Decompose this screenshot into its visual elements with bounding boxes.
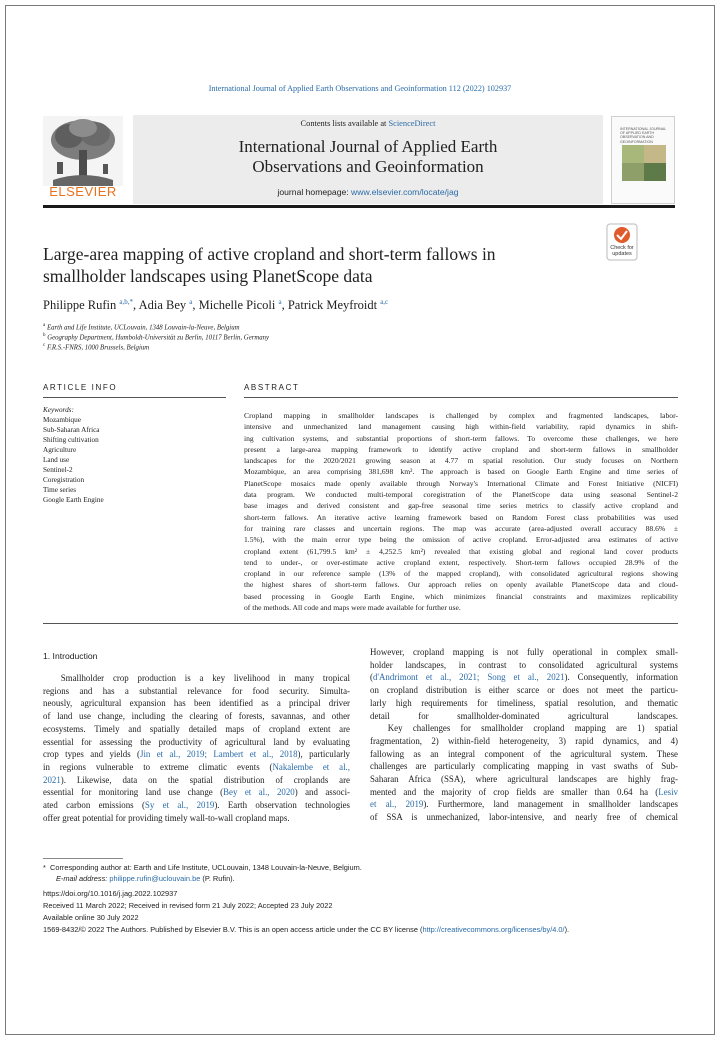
abstract-line: present a large-area mapping framework to identify active cropland and short-term fallows in smallholder: [244, 444, 678, 454]
journal-title-line1: International Journal of Applied Earth: [238, 137, 498, 156]
body-text-line: [370, 811, 678, 824]
affiliation-mark: c: [43, 343, 46, 348]
journal-cover[interactable]: [611, 116, 675, 204]
citation-link[interactable]: Sy et al., 2019: [144, 800, 215, 811]
doi-link[interactable]: https://doi.org/10.1016/j.jag.2022.102937: [43, 889, 178, 898]
abstract-line: for training rare classes and uncertain regions. The map was accurate (area-adjusted overall accuracy 88.6% ±: [244, 523, 678, 533]
contents-prefix: Contents lists available at: [300, 119, 389, 128]
text-run: mented and the majority of crop fields are smaller than 0.64 ha (: [370, 786, 659, 797]
citation-link[interactable]: et al., 2019: [370, 799, 424, 810]
author-affiliation-mark[interactable]: a: [189, 298, 193, 306]
text-run: Smallholder crop production is a key livelihood in many tropical: [43, 673, 350, 683]
abstract-line: of the methods. All code and maps were made available for further use.: [244, 603, 461, 613]
text-run: ecosystems. Timely and spatially detailed maps of cropland extent are: [43, 723, 350, 734]
sciencedirect-link[interactable]: ScienceDirect: [388, 119, 436, 128]
elsevier-wordmark: ELSEVIER: [49, 184, 117, 199]
body-text-line: [43, 710, 350, 723]
keyword: Agriculture: [43, 446, 77, 454]
body-text-line: [370, 786, 678, 799]
email-note: [56, 874, 235, 883]
paper-title: [43, 243, 563, 287]
body-text-line: [370, 722, 678, 735]
body-text-line: [370, 671, 678, 684]
keyword: Time series: [43, 486, 77, 494]
abstract-line: PlanetScope mosaics made openly available through Norway's International Climate and Forest Initiative (NICFI): [244, 478, 678, 488]
body-text-line: [43, 799, 350, 812]
abstract-line: data program. We conducted multi-temporal coregistration of the PlanetScope data using seasonal Sentinel-2: [244, 490, 678, 500]
abstract-line: ing cultivation systems, and substantial proportions of short-term fallows. To overcome these challenges, we here: [244, 433, 678, 443]
right-column-text: [370, 646, 678, 824]
footnote-mark: *: [43, 863, 46, 872]
author-name: Philippe Rufin: [43, 298, 117, 313]
check-label-line2: updates: [612, 251, 632, 257]
corresponding-author-text: Corresponding author at: Earth and Life Institute, UCLouvain, 1348 Louvain-la-Neuve, Belgium.: [50, 863, 362, 872]
title-line-1: Large-area mapping of active cropland and short-term fallows in: [43, 244, 496, 264]
keyword: Land use: [43, 456, 70, 464]
text-run: ). Likewise, data on the spatial distribution of croplands are: [60, 774, 350, 785]
left-column-text: [43, 672, 350, 824]
affiliation-text: Geography Department, Humboldt-Universität zu Berlin, 10117 Berlin, Germany: [47, 334, 270, 342]
cover-title: INTERNATIONAL JOURNAL OF APPLIED EARTH OBSERVATION AND GEOINFORMATION: [620, 127, 666, 144]
abstract-line: cropland extent (61,799.5 km² ± 4,252.5 km²) revealed that existing global and regional land cover products: [244, 546, 678, 556]
text-run: ated carbon emissions (: [43, 800, 145, 811]
affiliation-mark: a: [43, 323, 46, 328]
abstract-line: based processing in Google Earth Engine, which minimizes financial constraints and maximizes replicability: [244, 591, 678, 601]
license-line: [43, 925, 569, 934]
license-link[interactable]: http://creativecommons.org/licenses/by/4.0/: [422, 925, 565, 934]
abstract-bottom-rule: [43, 623, 678, 624]
keyword: Coregistration: [43, 476, 85, 484]
affiliation: [43, 343, 149, 351]
affiliation: [43, 323, 240, 331]
abstract-line: intensive and unmechanized land management causing high within-field variability, rapid dynamics in shift-: [244, 422, 678, 432]
keywords-label: Keywords:: [43, 406, 74, 414]
text-run: neously, agricultural expansion has been identified as a principal driver: [43, 698, 350, 709]
body-text-line: [370, 773, 678, 786]
homepage-line: [133, 187, 603, 197]
affiliation-mark: b: [43, 333, 46, 338]
article-info-rule: [43, 397, 226, 398]
article-page: [5, 5, 715, 1035]
text-run: fragmentation, 2) within-field heterogeneity, 3) rapid dynamics, and 4): [370, 735, 678, 746]
author-name: Patrick Meyfroidt: [287, 298, 378, 313]
text-run: larly high requirements for timeliness, spatial resolution, and thematic: [370, 697, 678, 708]
text-run: on cropland distribution is either scarce or does not meet the particu-: [370, 685, 678, 696]
body-text-line: [43, 697, 350, 710]
section-heading-introduction: 1. Introduction: [43, 651, 98, 661]
body-text-line: [370, 748, 678, 761]
abstract-line: Cropland mapping in smallholder landscapes is challenged by complex and fragmented landscapes, labor-: [244, 411, 678, 420]
text-run: crop types and yields (: [43, 749, 140, 760]
citation-link[interactable]: Bey et al., 2020: [223, 787, 295, 798]
footnote-rule: [43, 858, 123, 859]
body-text-line: [43, 786, 350, 799]
text-run: of SSA is unmechanized, labor-intensive, and nearly free of chemical: [370, 812, 678, 823]
citation-link[interactable]: Lesiv: [658, 786, 678, 797]
author-name: Adia Bey: [138, 298, 187, 313]
text-run: ). Furthermore, land management in smallholder landscapes: [423, 799, 678, 810]
available-online: Available online 30 July 2022: [43, 913, 139, 922]
affiliation: [43, 333, 269, 341]
text-run: regions and has a substantial relevance for food security. Simulta-: [43, 685, 350, 696]
body-text-line: [370, 684, 678, 697]
body-text-line: [370, 798, 678, 811]
text-run: (: [370, 672, 373, 683]
citation-link[interactable]: 2021: [43, 774, 61, 785]
abstract-rule: [244, 397, 678, 398]
author-affiliation-mark[interactable]: a,c: [380, 298, 389, 306]
license-prefix: 1569-8432/© 2022 The Authors. Published by Elsevier B.V. This is an open access article under the CC BY license (: [43, 925, 423, 934]
keyword: Shifting cultivation: [43, 436, 99, 444]
article-info-heading: ARTICLE INFO: [43, 383, 118, 392]
body-text-line: [370, 710, 678, 723]
text-run: ), particularly: [297, 749, 350, 760]
abstract-line: 1.5%), with the main error type being the omission of active cropland. Error-adjusted area estimates of active: [244, 535, 678, 545]
text-run: of land use change, including the clearing of forests, savannas, and other: [43, 711, 350, 722]
abstract-line: tend to under-, or over-estimate active cropland extent, respectively. Short-term fallows occupied 28.9% of the: [244, 557, 678, 567]
abstract-line: landscapes for the 2020/2021 growing season at 4.77 m spatial resolution. Our study focuses on Northern: [244, 456, 678, 466]
text-run: ). Earth observation technologies: [214, 800, 350, 811]
text-run: offer great potential for providing timely wall-to-wall cropland maps.: [43, 812, 290, 823]
journal-title: [133, 137, 603, 177]
text-run: essential for assessing the productivity of agricultural land by evaluating: [43, 736, 350, 747]
text-run: ) and associ-: [294, 787, 350, 798]
cover-image: [622, 145, 666, 181]
keyword: Google Earth Engine: [43, 496, 104, 504]
text-run: Key challenges for smallholder cropland mapping are 1) spatial: [370, 723, 678, 734]
text-run: detail for smallholder-dominated agricultural landscapes.: [370, 710, 678, 721]
keyword: Mozambique: [43, 416, 81, 424]
text-run: in regions vulnerable to extreme climatic events (: [43, 761, 273, 772]
body-text-line: [43, 685, 350, 698]
journal-reference[interactable]: International Journal of Applied Earth Observations and Geoinformation 112 (2022) 102937: [208, 84, 512, 93]
journal-title-line2: Observations and Geoinformation: [252, 157, 484, 176]
email-link[interactable]: philippe.rufin@uclouvain.be: [109, 874, 201, 883]
body-text-line: [370, 646, 678, 659]
text-run: ). Consequently, information: [564, 672, 678, 683]
abstract-line: the highest shares of short-term fallows. Our approach relies on openly available PlanetScope data and cloud-: [244, 580, 678, 590]
body-text-line: [43, 736, 350, 749]
journal-header: [133, 115, 603, 204]
affiliation-text: F.R.S.-FNRS, 1000 Brussels, Belgium: [46, 344, 150, 352]
contents-line: [133, 119, 603, 128]
body-text-line: [43, 748, 350, 761]
header-divider: [43, 205, 675, 208]
homepage-prefix: journal homepage:: [277, 187, 352, 197]
author-affiliation-mark[interactable]: a: [278, 298, 282, 306]
email-suffix: (P. Rufin).: [202, 874, 235, 883]
body-text-line: [43, 761, 350, 774]
body-text-line: [370, 760, 678, 773]
citation-link[interactable]: Jin et al., 2019; Lambert et al., 2018: [140, 749, 298, 760]
license-suffix: ).: [564, 925, 570, 934]
body-text-line: [43, 723, 350, 736]
abstract-line: base images and derived consistent and gap-free seasonal time series metrics to classify active cropland and: [244, 501, 678, 511]
text-run: Saharan Africa (SSA), where agricultural landscapes are highly frag-: [370, 774, 678, 785]
affiliation-text: Earth and Life Institute, UCLouvain, 1348 Louvain-la-Neuve, Belgium: [46, 324, 240, 332]
author-name: Michelle Picoli: [198, 298, 276, 313]
homepage-link[interactable]: www.elsevier.com/locate/jag: [351, 187, 459, 197]
abstract-line: Mozambique, an area comprising 381,698 km². The approach is based on Google Earth Engine and time series of: [244, 467, 678, 477]
corresponding-author-note: [43, 863, 362, 872]
citation-link[interactable]: d'Andrimont et al., 2021; Song et al., 2021: [372, 672, 565, 683]
text-run: However, cropland mapping is not fully operational in complex small-: [370, 647, 678, 657]
body-text-line: [43, 774, 350, 787]
keyword: Sentinel-2: [43, 466, 73, 474]
received-dates: Received 11 March 2022; Received in revised form 21 July 2022; Accepted 23 July 2022: [43, 901, 333, 910]
text-run: challenges are particularly complicating mapping in vast swaths of Sub-: [370, 761, 678, 772]
abstract-heading: ABSTRACT: [244, 383, 300, 392]
abstract-line: cropland in our reference sample (13% of the mapped cropland), with consolidated agricultural regions showing: [244, 569, 678, 579]
check-label-line1: Check for: [610, 245, 634, 251]
body-text-line: [43, 812, 350, 825]
body-text-line: [370, 735, 678, 748]
author-list: Philippe Rufin $^{a,b,*}$, Adia Bey $^a$, Michelle Picoli $^a$, Patrick Meyfroidt $^{a,c}$: [43, 298, 389, 313]
keywords-list: [43, 415, 104, 505]
elsevier-tree-logo: [43, 116, 123, 186]
abstract-line: short-term fallows. An iterative active learning framework based on Random Forest class probabilities was used: [244, 512, 678, 522]
keyword: Sub-Saharan Africa: [43, 426, 100, 434]
body-text-line: [370, 659, 678, 672]
text-run: essential for monitoring land use change (: [43, 787, 224, 798]
body-text-line: [43, 672, 350, 685]
check-for-updates-label[interactable]: [602, 245, 642, 257]
citation-link[interactable]: Nakalembe et al.,: [272, 761, 350, 772]
text-run: holder landscapes, in contrast to consolidated agricultural systems: [370, 659, 678, 670]
author-affiliation-mark[interactable]: a,b,*: [119, 298, 134, 306]
title-line-2: smallholder landscapes using PlanetScope data: [43, 266, 373, 286]
text-run: fallowing as an integral component of the agricultural system. These: [370, 748, 678, 759]
body-text-line: [370, 697, 678, 710]
abstract-text: [244, 410, 678, 613]
email-label: E-mail address:: [56, 874, 108, 883]
